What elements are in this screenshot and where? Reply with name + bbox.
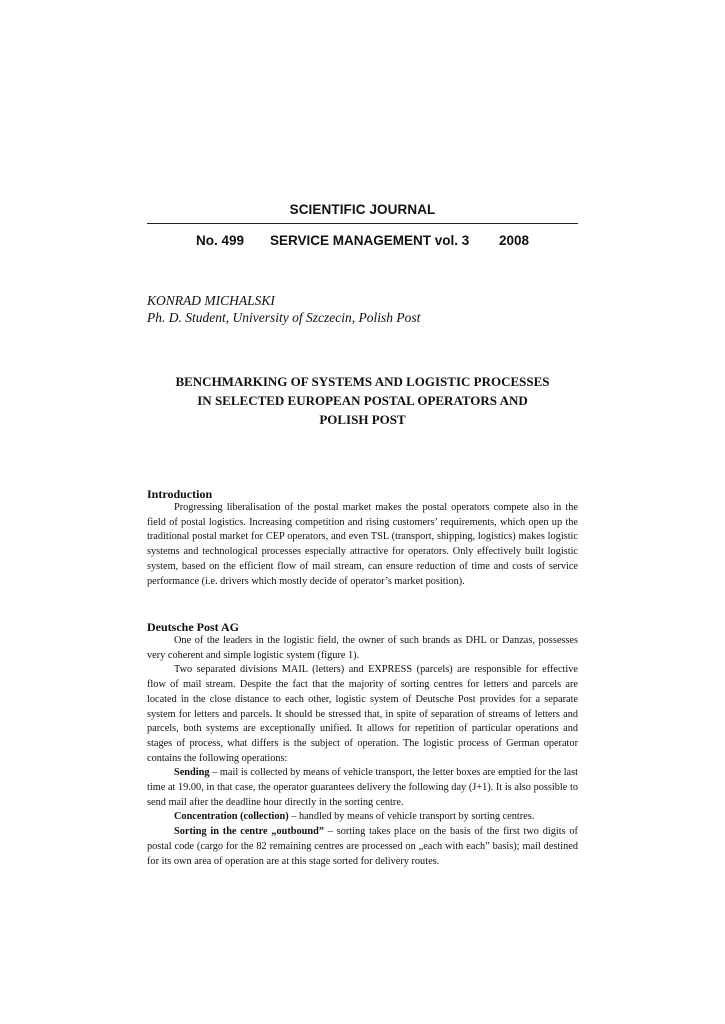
sorting-text: – sorting takes place on the basis of the first two digits of postal code (cargo for the 82 remaining centres are processed on „each with each” basis); mail destined for its own area of operation are at this stage sorted for delivery routes. <box>147 826 578 867</box>
introduction-paragraph: Progressing liberalisation of the postal market makes the postal operators compete also in the field of postal logistics. Increasing competition and rising customers’ requirements, which open up the traditional postal market for CEP operators, and even TSL (transport, shipping, logistics) makes logistic systems and technological processes especially attractive for operators. Only effectively built logistic system, based on the efficient flow of mail stream, can ensure reduction of time and costs of service performance (i.e. drivers which mostly decide of operator’s market position). <box>147 502 578 587</box>
sending-text: – mail is collected by means of vehicle transport, the letter boxes are emptied for the last time at 19.00, in that case, the operator guarantees delivery the following day (J+1). It is also possible to send mail after the deadline hour directly in the sorting centre. <box>147 767 578 808</box>
header-rule <box>147 223 578 224</box>
author-affiliation: Ph. D. Student, University of Szczecin, Polish Post <box>147 310 421 325</box>
sorting-term: Sorting in the centre „outbound” <box>174 826 324 838</box>
paper-title-line-2: IN SELECTED EUROPEAN POSTAL OPERATORS AND <box>197 393 528 408</box>
concentration-term: Concentration (collection) <box>174 811 289 823</box>
issue-year: 2008 <box>499 233 530 248</box>
author-name: KONRAD MICHALSKI <box>147 293 275 308</box>
author-block <box>147 292 578 326</box>
paper-title <box>147 372 578 429</box>
paper-title-line-1: BENCHMARKING OF SYSTEMS AND LOGISTIC PROCESSES <box>175 374 550 389</box>
section-heading-introduction: Introduction <box>147 487 213 501</box>
paper-title-line-3: POLISH POST <box>319 412 406 427</box>
issue-number: No. 499 <box>196 233 245 248</box>
sorting-paragraph <box>147 825 578 869</box>
deutsche-post-body <box>147 634 578 869</box>
journal-title: SCIENTIFIC JOURNAL <box>289 202 436 217</box>
introduction-body <box>147 501 578 589</box>
deutsche-post-paragraph-2: Two separated divisions MAIL (letters) and EXPRESS (parcels) are responsible for effective flow of mail stream. Despite the fact that the majority of sorting centres for letters and parcels are located in the close distance to each other, logistic system of Deutsche Post provides for a separate system for letters and parcels. It should be stressed that, in spite of separation of streams of letters and parcels, both systems are exceptionally unified. It allows for repetition of particular operations and stages of process, what differs is the subject of operation. The logistic process of German operator contains the following operations: <box>147 664 578 764</box>
section-heading-deutsche-post: Deutsche Post AG <box>147 620 239 634</box>
journal-series: SERVICE MANAGEMENT vol. 3 <box>270 233 470 248</box>
concentration-paragraph <box>147 810 578 825</box>
sending-paragraph <box>147 766 578 810</box>
concentration-text: – handled by means of vehicle transport by sorting centres. <box>288 811 535 823</box>
sending-term: Sending <box>174 767 210 779</box>
deutsche-post-paragraph-1: One of the leaders in the logistic field, the owner of such brands as DHL or Danzas, possesses very coherent and simple logistic system (figure 1). <box>147 635 578 661</box>
